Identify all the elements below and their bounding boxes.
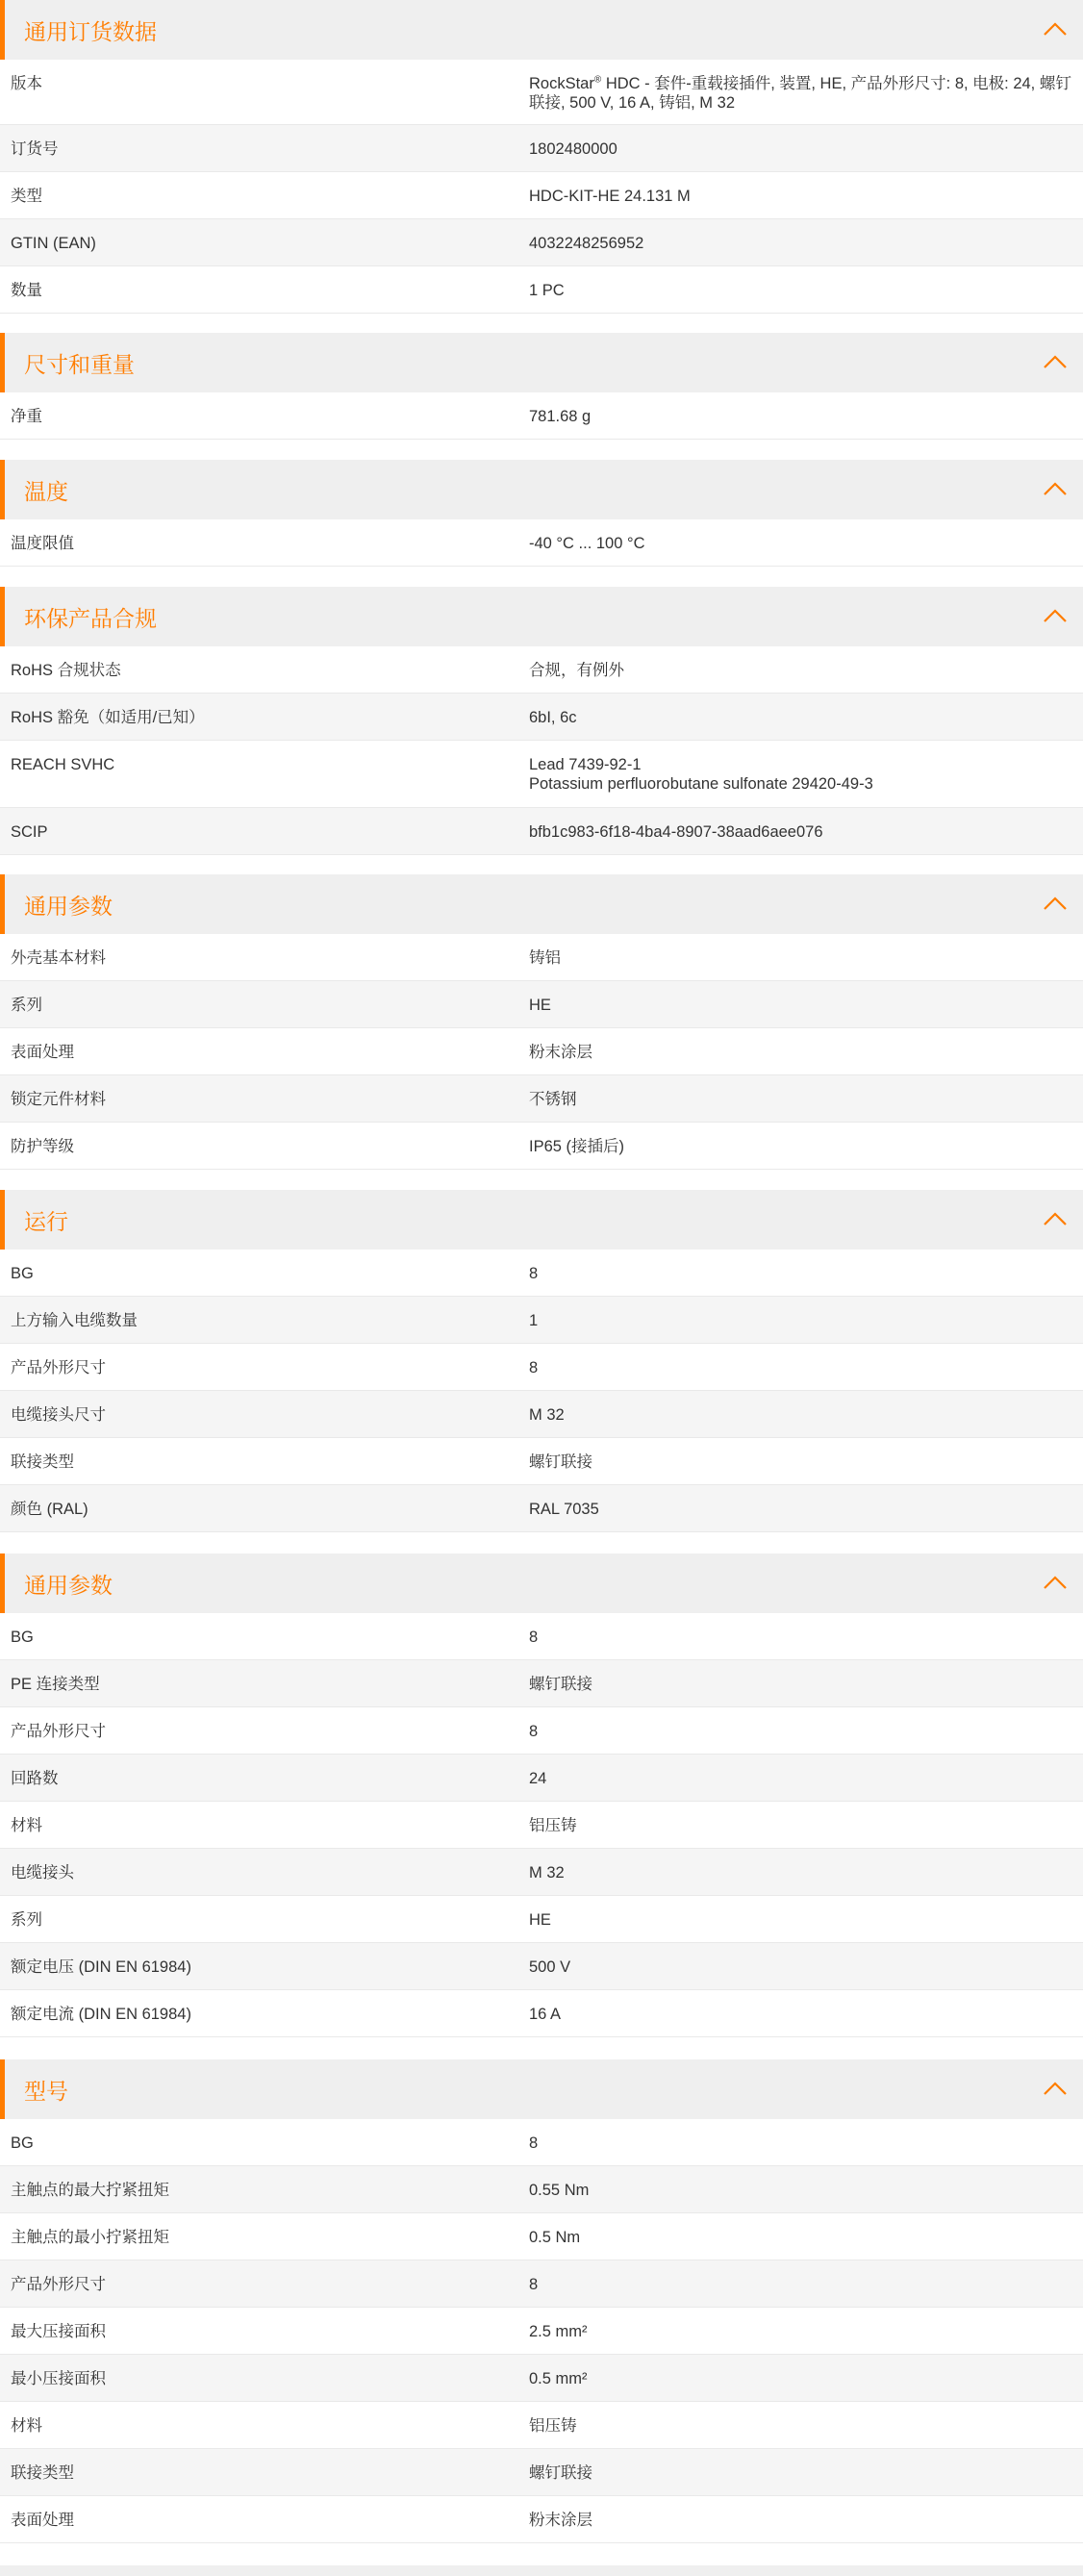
table-row — [0, 981, 1083, 1028]
row-value: M 32 — [529, 1864, 565, 1881]
row-value: 0.55 Nm — [529, 2182, 590, 2199]
section-title: 温度 — [24, 478, 68, 504]
table-row — [0, 1028, 1083, 1075]
section-temperature — [0, 460, 1083, 567]
table-row — [0, 1075, 1083, 1123]
section-header[interactable] — [0, 333, 1083, 392]
section-general-ordering-data — [0, 0, 1083, 314]
row-value: M 32 — [529, 1406, 565, 1424]
row-label: 回路数 — [11, 1770, 59, 1787]
row-label: 最小压接面积 — [11, 2370, 106, 2387]
section-header[interactable] — [0, 587, 1083, 646]
table-row — [0, 125, 1083, 172]
table-row — [0, 2308, 1083, 2355]
row-label: 主触点的最大拧紧扭矩 — [11, 2182, 169, 2199]
table-row — [0, 1660, 1083, 1707]
row-label: REACH SVHC — [11, 756, 115, 773]
chevron-up-icon[interactable] — [1043, 608, 1068, 623]
table-row — [0, 1849, 1083, 1896]
table-row — [0, 392, 1083, 440]
section-header[interactable] — [0, 0, 1083, 60]
row-value: 0.5 mm² — [529, 2370, 588, 2387]
row-value: HDC-KIT-HE 24.131 M — [529, 188, 691, 205]
row-value: 8 — [529, 1359, 539, 1376]
table-row — [0, 60, 1083, 125]
row-label: 产品外形尺寸 — [11, 2276, 106, 2293]
row-label: 版本 — [11, 75, 42, 92]
row-label: 数量 — [11, 282, 42, 299]
row-value: 8 — [529, 1265, 539, 1282]
table-row — [0, 1802, 1083, 1849]
product-description: HDC - 套件-重载接插件, 装置, HE, 产品外形尺寸: 8, 电极: 24, 螺钉联接, 500 V, 16 A, 铸铝, M 32 — [529, 75, 1071, 112]
row-label: 最大压接面积 — [11, 2323, 106, 2340]
chevron-up-icon[interactable] — [1043, 1211, 1068, 1226]
section-title: 运行 — [24, 1208, 68, 1234]
table-row — [0, 172, 1083, 219]
row-value: -40 °C ... 100 °C — [529, 535, 645, 552]
section-general-parameters — [0, 874, 1083, 1170]
section-general-parameters-2 — [0, 1553, 1083, 2037]
row-value: 螺钉联接 — [529, 1676, 592, 1693]
table-row — [0, 2166, 1083, 2213]
row-label: 电缆接头 — [11, 1864, 74, 1881]
row-label: 额定电流 (DIN EN 61984) — [11, 2006, 191, 2023]
row-label: GTIN (EAN) — [11, 235, 96, 252]
row-value: 6bI, 6c — [529, 709, 577, 726]
row-value — [529, 755, 1083, 794]
row-value: 2.5 mm² — [529, 2323, 588, 2340]
section-rows — [0, 60, 1083, 314]
table-row — [0, 1990, 1083, 2037]
table-row — [0, 1438, 1083, 1485]
table-row — [0, 2449, 1083, 2496]
row-value: 8 — [529, 1723, 539, 1740]
chevron-up-icon[interactable] — [1043, 21, 1068, 37]
section-title: 型号 — [24, 2078, 68, 2104]
table-row — [0, 808, 1083, 855]
table-row — [0, 1707, 1083, 1755]
row-value: RAL 7035 — [529, 1501, 599, 1518]
row-value — [529, 74, 1083, 113]
row-value: 粉末涂层 — [529, 1044, 592, 1061]
row-value: 1802480000 — [529, 140, 617, 158]
section-title: 环保产品合规 — [24, 605, 157, 631]
row-value: 不锈钢 — [529, 1091, 577, 1108]
row-label: BG — [11, 1629, 34, 1646]
row-value: IP65 (接插后) — [529, 1138, 625, 1155]
row-value: 24 — [529, 1770, 547, 1787]
row-label: 系列 — [11, 1911, 42, 1929]
chevron-up-icon[interactable] — [1043, 481, 1068, 496]
row-value: 0.5 Nm — [529, 2229, 581, 2246]
row-value: 16 A — [529, 2006, 562, 2023]
brand-name: RockStar — [529, 75, 594, 92]
table-row — [0, 1613, 1083, 1660]
row-label: 联接类型 — [11, 1453, 74, 1471]
row-value: 铝压铸 — [529, 1817, 577, 1834]
table-row — [0, 1896, 1083, 1943]
row-value: HE — [529, 1911, 551, 1929]
table-row — [0, 2496, 1083, 2543]
table-row — [0, 1344, 1083, 1391]
table-row — [0, 266, 1083, 314]
row-label: 锁定元件材料 — [11, 1091, 106, 1108]
row-label: 上方输入电缆数量 — [11, 1312, 138, 1329]
row-value: 1 — [529, 1312, 539, 1329]
row-value: 781.68 g — [529, 408, 592, 425]
row-value: HE — [529, 997, 551, 1014]
chevron-up-icon[interactable] — [1043, 2081, 1068, 2096]
table-row — [0, 2260, 1083, 2308]
row-label: RoHS 豁免（如适用/已知） — [11, 709, 205, 726]
row-label: 订货号 — [11, 140, 59, 158]
section-operation — [0, 1190, 1083, 1532]
table-row — [0, 694, 1083, 741]
row-label: 系列 — [11, 997, 42, 1014]
section-header[interactable] — [0, 460, 1083, 519]
row-label: 产品外形尺寸 — [11, 1359, 106, 1376]
table-row — [0, 1123, 1083, 1170]
table-row — [0, 741, 1083, 808]
table-row — [0, 2402, 1083, 2449]
chevron-up-icon[interactable] — [1043, 896, 1068, 911]
row-label: 外壳基本材料 — [11, 949, 106, 967]
section-header[interactable] — [0, 2059, 1083, 2119]
row-label: 电缆接头尺寸 — [11, 1406, 106, 1424]
row-label: 净重 — [11, 408, 42, 425]
table-row — [0, 2213, 1083, 2260]
row-value: 螺钉联接 — [529, 1453, 592, 1471]
row-label: 颜色 (RAL) — [11, 1501, 88, 1518]
row-value: 500 V — [529, 1958, 571, 1976]
row-value: 8 — [529, 1629, 539, 1646]
table-row — [0, 934, 1083, 981]
row-value: 8 — [529, 2134, 539, 2152]
table-row — [0, 1755, 1083, 1802]
section-header[interactable] — [0, 1190, 1083, 1250]
row-value: 铝压铸 — [529, 2417, 577, 2435]
row-label: SCIP — [11, 823, 48, 841]
table-row — [0, 1485, 1083, 1532]
row-label: BG — [11, 1265, 34, 1282]
section-header[interactable] — [0, 874, 1083, 934]
chevron-up-icon[interactable] — [1043, 1575, 1068, 1590]
section-dimensions-weight — [0, 333, 1083, 440]
table-row — [0, 2119, 1083, 2166]
row-label: 主触点的最小拧紧扭矩 — [11, 2229, 169, 2246]
row-value: 合规，有例外 — [529, 662, 624, 679]
section-title: 通用参数 — [24, 893, 113, 919]
value-line: Lead 7439-92-1 — [529, 756, 642, 773]
row-label: RoHS 合规状态 — [11, 662, 121, 679]
table-row — [0, 219, 1083, 266]
next-section-header[interactable] — [0, 2565, 1083, 2576]
row-value: 1 PC — [529, 282, 565, 299]
table-row — [0, 646, 1083, 694]
table-row — [0, 1391, 1083, 1438]
section-title: 尺寸和重量 — [24, 351, 135, 377]
row-label: 材料 — [11, 1817, 42, 1834]
row-label: 防护等级 — [11, 1138, 74, 1155]
row-label: 温度限值 — [11, 535, 74, 552]
row-label: PE 连接类型 — [11, 1676, 100, 1693]
row-label: 类型 — [11, 188, 42, 205]
row-label: 表面处理 — [11, 2512, 74, 2529]
row-value: 螺钉联接 — [529, 2464, 592, 2482]
row-label: 表面处理 — [11, 1044, 74, 1061]
section-model — [0, 2059, 1083, 2543]
chevron-up-icon[interactable] — [1043, 354, 1068, 369]
table-row — [0, 1297, 1083, 1344]
row-value: 铸铝 — [529, 949, 561, 967]
row-value: bfb1c983-6f18-4ba4-8907-38aad6aee076 — [529, 823, 823, 841]
row-value: 粉末涂层 — [529, 2512, 592, 2529]
table-row — [0, 1943, 1083, 1990]
table-row — [0, 519, 1083, 567]
row-label: 额定电压 (DIN EN 61984) — [11, 1958, 191, 1976]
table-row — [0, 2355, 1083, 2402]
row-value: 4032248256952 — [529, 235, 644, 252]
section-title: 通用参数 — [24, 1572, 113, 1598]
registered-mark: ® — [593, 74, 602, 86]
row-label: BG — [11, 2134, 34, 2152]
section-environmental-compliance — [0, 587, 1083, 855]
row-label: 产品外形尺寸 — [11, 1723, 106, 1740]
row-label: 联接类型 — [11, 2464, 74, 2482]
section-title: 通用订货数据 — [24, 18, 157, 44]
value-line: Potassium perfluorobutane sulfonate 29420-49-3 — [529, 775, 873, 793]
row-label: 材料 — [11, 2417, 42, 2435]
section-header[interactable] — [0, 1553, 1083, 1613]
table-row — [0, 1250, 1083, 1297]
row-value: 8 — [529, 2276, 539, 2293]
